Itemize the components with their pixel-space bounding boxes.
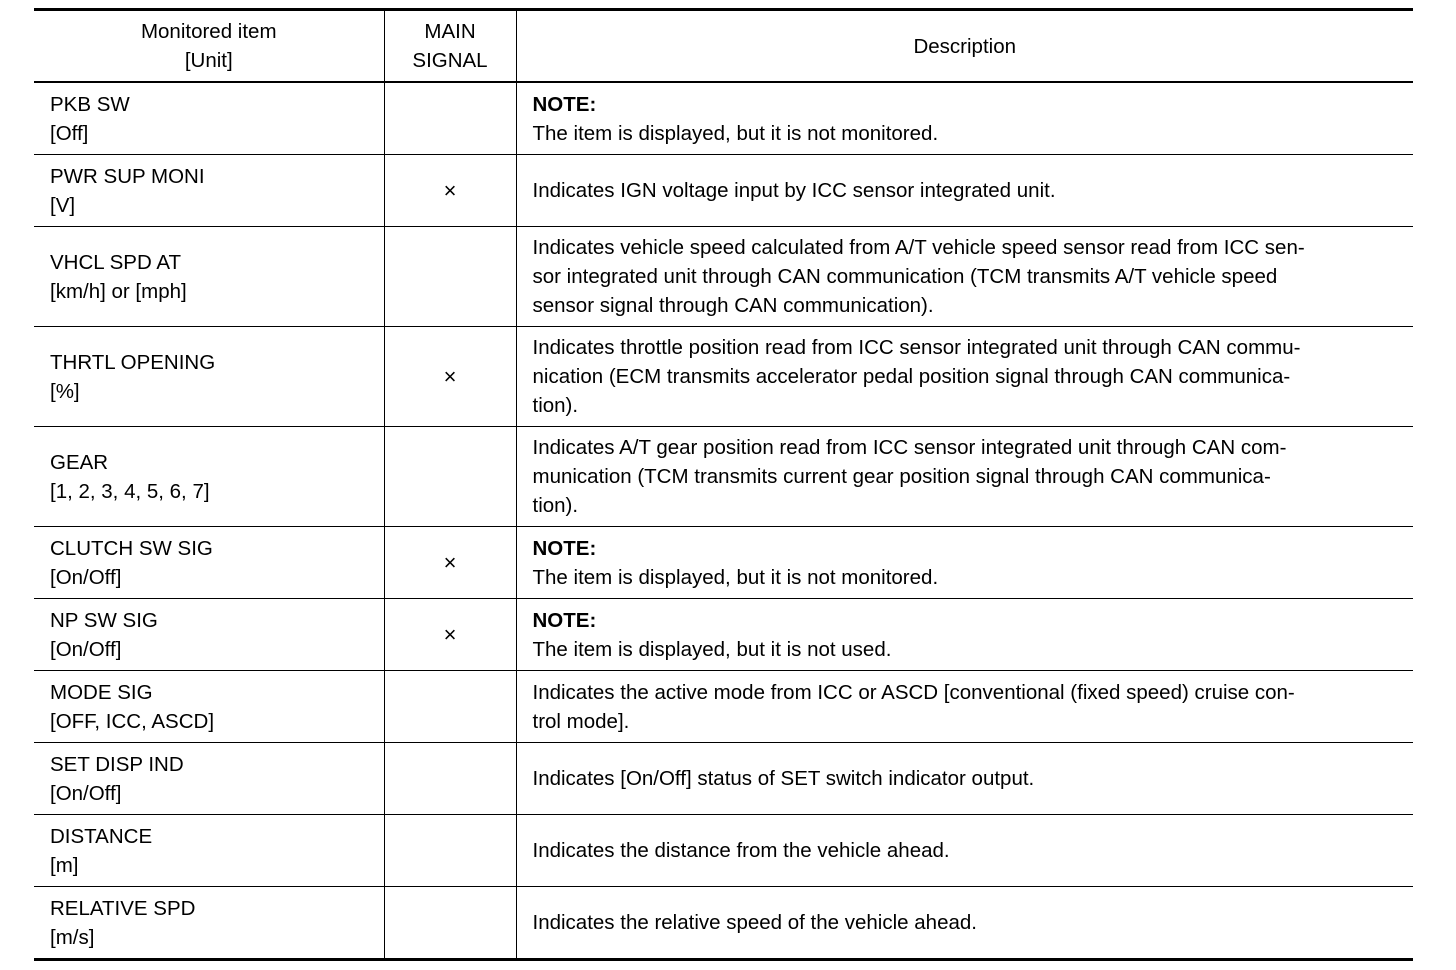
description-cell — [516, 743, 1413, 815]
item-name: PKB SW — [50, 92, 130, 116]
table-row — [34, 599, 1413, 671]
description-line: sor integrated unit through CAN communication (TCM transmits A/T vehicle speed — [532, 265, 1278, 288]
header-col1-line1: Monitored item — [140, 20, 277, 43]
main-signal-mark: × — [443, 622, 457, 647]
description-line: munication (TCM transmits current gear position signal through CAN communica- — [532, 465, 1271, 488]
header-col2-line1: MAIN — [424, 20, 476, 43]
main-signal-mark: × — [443, 364, 457, 389]
monitored-item-cell — [34, 327, 384, 427]
main-signal-cell — [384, 671, 516, 743]
description-cell — [516, 155, 1413, 227]
table-row — [34, 815, 1413, 887]
main-signal-mark: × — [443, 178, 457, 203]
header-col3: Description — [913, 34, 1017, 58]
table-row — [34, 427, 1413, 527]
monitored-item-cell — [34, 815, 384, 887]
item-name: NP SW SIG — [50, 608, 158, 632]
table-body — [34, 82, 1413, 960]
monitored-item-cell — [34, 743, 384, 815]
item-unit: [km/h] or [mph] — [50, 279, 187, 303]
table-row — [34, 82, 1413, 155]
main-signal-cell — [384, 599, 516, 671]
item-name: MODE SIG — [50, 680, 153, 704]
main-signal-cell — [384, 82, 516, 155]
main-signal-cell — [384, 743, 516, 815]
main-signal-cell — [384, 327, 516, 427]
description-line: tion). — [532, 494, 579, 517]
description-line: Indicates the active mode from ICC or ASCD [conventional (fixed speed) cruise con- — [532, 680, 1295, 704]
table-row — [34, 155, 1413, 227]
description-cell — [516, 599, 1413, 671]
description-cell — [516, 527, 1413, 599]
description-line: Indicates IGN voltage input by ICC sensor integrated unit. — [532, 179, 1056, 202]
description-line: Indicates the distance from the vehicle ahead. — [532, 839, 950, 862]
table-row — [34, 527, 1413, 599]
main-signal-mark: × — [443, 550, 457, 575]
description-line: The item is displayed, but it is not monitored. — [532, 565, 939, 589]
description-cell — [516, 671, 1413, 743]
note-label: NOTE: — [532, 92, 597, 116]
monitored-item-cell — [34, 671, 384, 743]
table-row — [34, 227, 1413, 327]
table-row — [34, 887, 1413, 960]
item-name: CLUTCH SW SIG — [50, 536, 213, 560]
table-header — [34, 10, 1413, 83]
item-unit: [%] — [50, 379, 80, 403]
main-signal-cell — [384, 427, 516, 527]
description-line: The item is displayed, but it is not used. — [532, 637, 892, 661]
item-unit: [m] — [50, 853, 79, 877]
monitored-item-cell — [34, 227, 384, 327]
description-line: The item is displayed, but it is not monitored. — [532, 121, 939, 145]
description-cell — [516, 82, 1413, 155]
item-name: SET DISP IND — [50, 752, 184, 776]
header-monitored-item — [34, 10, 384, 83]
item-name: DISTANCE — [50, 824, 153, 848]
header-row — [34, 10, 1413, 83]
item-unit: [Off] — [50, 121, 89, 145]
description-line: nication (ECM transmits accelerator pedal position signal through CAN communica- — [532, 365, 1291, 388]
description-line: tion). — [532, 394, 579, 417]
monitored-item-cell — [34, 427, 384, 527]
table-row — [34, 671, 1413, 743]
item-unit: [m/s] — [50, 925, 95, 949]
description-cell — [516, 427, 1413, 527]
header-description — [516, 10, 1413, 83]
main-signal-cell — [384, 887, 516, 960]
item-unit: [1, 2, 3, 4, 5, 6, 7] — [50, 479, 210, 503]
description-line: sensor signal through CAN communication). — [532, 294, 934, 317]
monitored-item-cell — [34, 527, 384, 599]
header-main-signal — [384, 10, 516, 83]
table-row — [34, 743, 1413, 815]
note-label: NOTE: — [532, 608, 597, 632]
description-line: Indicates the relative speed of the vehicle ahead. — [532, 911, 977, 934]
description-line: Indicates [On/Off] status of SET switch indicator output. — [532, 767, 1035, 790]
description-line: Indicates throttle position read from ICC sensor integrated unit through CAN commu- — [532, 336, 1301, 359]
main-signal-cell — [384, 815, 516, 887]
item-name: VHCL SPD AT — [50, 250, 182, 274]
item-name: PWR SUP MONI — [50, 164, 205, 188]
item-unit: [On/Off] — [50, 781, 122, 805]
item-unit: [OFF, ICC, ASCD] — [50, 709, 215, 733]
table-row — [34, 327, 1413, 427]
description-cell — [516, 887, 1413, 960]
item-unit: [On/Off] — [50, 637, 122, 661]
note-label: NOTE: — [532, 536, 597, 560]
description-line: trol mode]. — [532, 709, 630, 733]
item-name: GEAR — [50, 450, 109, 474]
header-col2-line2: SIGNAL — [412, 49, 488, 72]
item-name: THRTL OPENING — [50, 350, 216, 374]
monitored-item-cell — [34, 599, 384, 671]
description-cell — [516, 815, 1413, 887]
description-line: Indicates vehicle speed calculated from A/T vehicle speed sensor read from ICC sen- — [532, 236, 1305, 259]
main-signal-cell — [384, 155, 516, 227]
header-col1-line2: [Unit] — [184, 49, 233, 72]
item-unit: [V] — [50, 193, 76, 217]
description-line: Indicates A/T gear position read from ICC sensor integrated unit through CAN com- — [532, 436, 1287, 459]
item-name: RELATIVE SPD — [50, 896, 196, 920]
monitored-item-cell — [34, 887, 384, 960]
monitored-item-cell — [34, 82, 384, 155]
description-cell — [516, 227, 1413, 327]
main-signal-cell — [384, 227, 516, 327]
main-signal-cell — [384, 527, 516, 599]
monitor-items-table — [34, 8, 1413, 961]
monitored-item-cell — [34, 155, 384, 227]
description-cell — [516, 327, 1413, 427]
item-unit: [On/Off] — [50, 565, 122, 589]
